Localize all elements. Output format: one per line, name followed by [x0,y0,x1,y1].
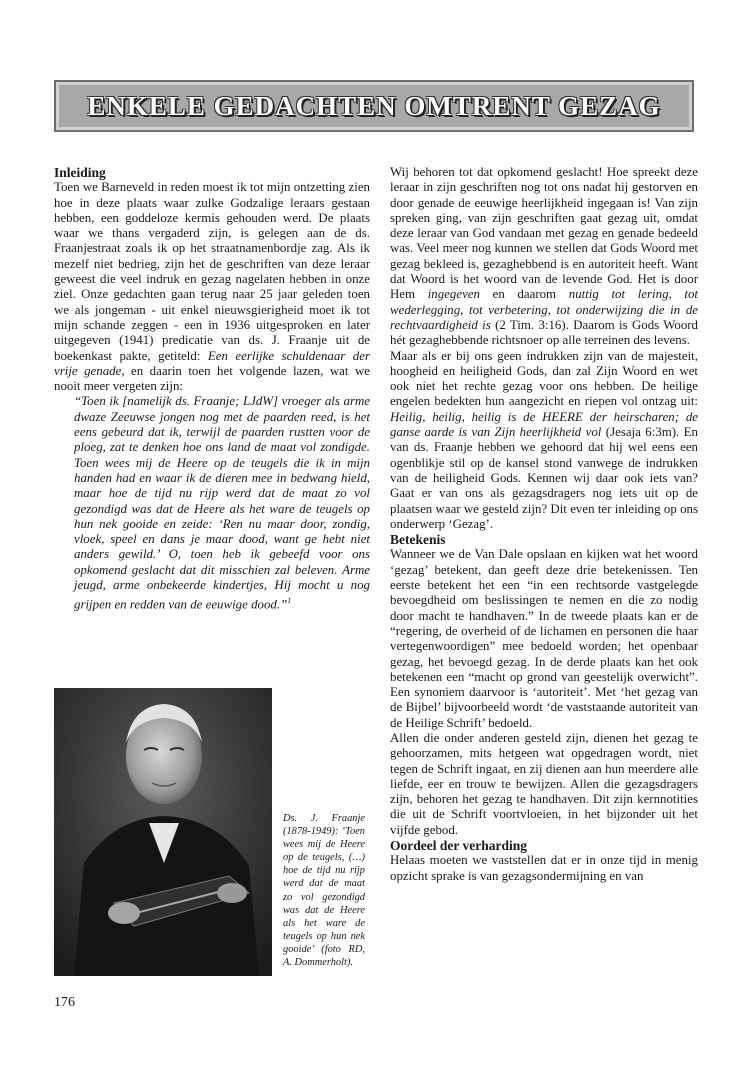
caption-text: Ds. J. Fraanje (1878-1949): ‘Toen wees mij de Heere op de teugels, (…) hoe de tijd nu rijp werd dat de maat zo vol gezondigd was dat de Heere als het ware de teugels op hun nek gooide’ (foto RD, A. Dommerholt). [283,813,365,969]
page-number: 176 [54,995,75,1010]
paragraph-opkomend-geslacht [390,165,698,349]
italic-scripture-quote: nuttig tot lering, tot wederlegging, tot verbetering, tot onderwijzing die in de rechtvaardigheid is [390,287,699,332]
text-segment: (Jesaja 6:3m). En van ds. Fraanje hebben we gehoord dat hij wel eens een ogenblikje stil op de kansel stond vanwege de indrukken van de heiligheid Gods. Kennen wij daar ook iets van? Gaat er van ons als gezagsdragers nog iets uit op de plaatsen waar we gesteld zijn? Dit even ter inleiding op ons onderwerp ‘Gezag’. [390,425,699,531]
italic-jesaja-quote: Heilig, heilig, heilig is de HEERE der heirscharen; de ganse aarde is van Zijn heerlijkheid vol [390,409,698,440]
text-segment: (2 Tim. 3:16). Daarom is Gods Woord hét gezaghebbende richtsnoer op alle terreinen des levens. [390,317,699,348]
photo-caption [283,812,365,969]
title-banner [54,80,694,132]
intro-text: Toen we Barneveld in reden moest ik tot mijn ontzetting zien hoe in deze plaats waar zulke Godzalige leraars gestaan hebben, een goddeloze kermis gehouden werd. De plaats waar we thans vergaderd zijn, is gelegen aan de ds. Fraanjestraat zoals ik op het straatnamenbordje zag. Als ik mezelf niet bedrieg, zijn het de geschriften van deze leraar geweest die veel indruk en gezag nagelaten hebben in onze ziel. Onze gedachten gaan terug naar 25 jaar geleden toen we als jongeman - uit enkel nieuwsgierigheid moet ik tot mijn schande zeggen - een in 1936 uitgesproken en later uitgegeven (1941) predicatie van ds. J. Fraanje uit de boekenkast pakte, getiteld: [54,180,370,363]
section-heading-betekenis: Betekenis [390,532,446,548]
quote-text: “Toen ik [namelijk ds. Fraanje; LJdW] vroeger als arme dwaze Zeeuwse jongen nog met de paarden reed, is het eens gebeurd dat ik, terwijl de paarden rustten voor de ploeg, zat te denken hoe ons land de maat vol zondigde. Toen wees mij de Heere op de teugels die ik in mijn handen had en waar ik de dieren mee in bedwang hield, maar hoe de tijd nu rijp werd dat de maat zo vol gezondigd was dat de Heere als het ware de teugels op hun nek gooide en zeide: ‘Ren nu maar door, zondig, vloek, speel en dans je maar dood, want ge hebt niet anders gewild.’ O, toen heb ik gebeefd voor ons opkomend geslacht dat dit misschien zal beleven. Arme jeugd, arme onbekeerde kindertjes, Hij mocht u nog grijpen en redden van de eeuwige dood.” [74,394,370,612]
paragraph-gezagsondermijning: Helaas moeten we vaststellen dat er in onze tijd in menig opzicht sprake is van gezagsondermijning en van [390,853,698,883]
sermon-title: Een eerlijke schuldenaar der vrije genade [54,348,370,378]
portrait-photo [54,688,272,976]
right-column [390,165,698,884]
fraanje-quote [54,394,370,612]
intro-paragraph [54,180,370,394]
paragraph-majesteit [390,349,698,533]
footnote-marker: 1 [287,596,292,606]
paragraph-gehoorzamen: Allen die onder anderen gesteld zijn, dienen het gezag te gehoorzamen, mits hetgeen wat opgedragen wordt, niet tegen de Schrift ingaat, en zij dienen aan hun meerdere alle liefde, eer en trouw te bewijzen. Allen die gezagsdragers zijn, behoren het gezag te handhaven. Dit zijn kernnotities die uit de Schrift voortvloeien, in het bijzonder uit het vijfde gebod. [390,730,698,837]
left-column [54,165,370,613]
text-segment: Wij behoren tot dat opkomend geslacht! Hoe spreekt deze leraar in zijn geschriften nog tot ons nadat hij gestorven en door genade de eeuwige heerlijkheid ingegaan is! Van zijn spreken ging, van zijn geschriften gaat gezag uit, omdat deze leraar van God vandaan met gezag en genade bedeeld was. Veel meer nog kunnen we stellen dat Gods Woord met gezag bekleed is, gezaghebbend is en autoriteit heeft. Want dat Woord is het woord van de levende God. Het is door Hem [390,165,698,302]
text-segment: Maar als er bij ons geen indrukken zijn van de majesteit, hoogheid en heiligheid Gods, dan zal Zijn Woord en wet ook niet het rechte gezag voor ons hebben. De heilige engelen bedekten hun aangezicht en riepen vol ontzag uit: [390,348,698,409]
text-segment: en daarom [479,287,569,302]
page-title: ENKELE GEDACHTEN OMTRENT GEZAG [87,90,661,121]
italic-ingegeven: ingegeven [427,287,480,302]
paragraph-van-dale: Wanneer we de Van Dale opslaan en kijken wat het woord ‘gezag’ betekent, dan geeft deze drie betekenissen. Ten eerste betekent het een “in een rechtsorde vastgelegde bevoegdheid om beslissingen te nemen en die zo nodig door macht te handhaven.” In de tweede plaats kan er de “regering, de overheid of de lichamen en personen die haar vertegenwoordigen” mee bedoeld worden; het openbaar gezag, het bevoegd gezag. In de derde plaats kan het ook betekenen een “macht op grond van geestelijk overwicht”. Een synoniem daarvoor is ‘autoriteit’. Met ‘het gezag van de Bijbel’ bijvoorbeeld wordt ‘de vaststaande autoriteit van de Heilige Schrift’ bedoeld. [390,547,698,730]
section-heading-inleiding: Inleiding [54,165,106,180]
portrait-image [54,688,272,976]
intro-text-end: , en daarin toen het volgende lazen, wat we nooit meer vergeten zijn: [54,363,370,394]
section-heading-verharding: Oordeel der verharding [390,838,527,854]
